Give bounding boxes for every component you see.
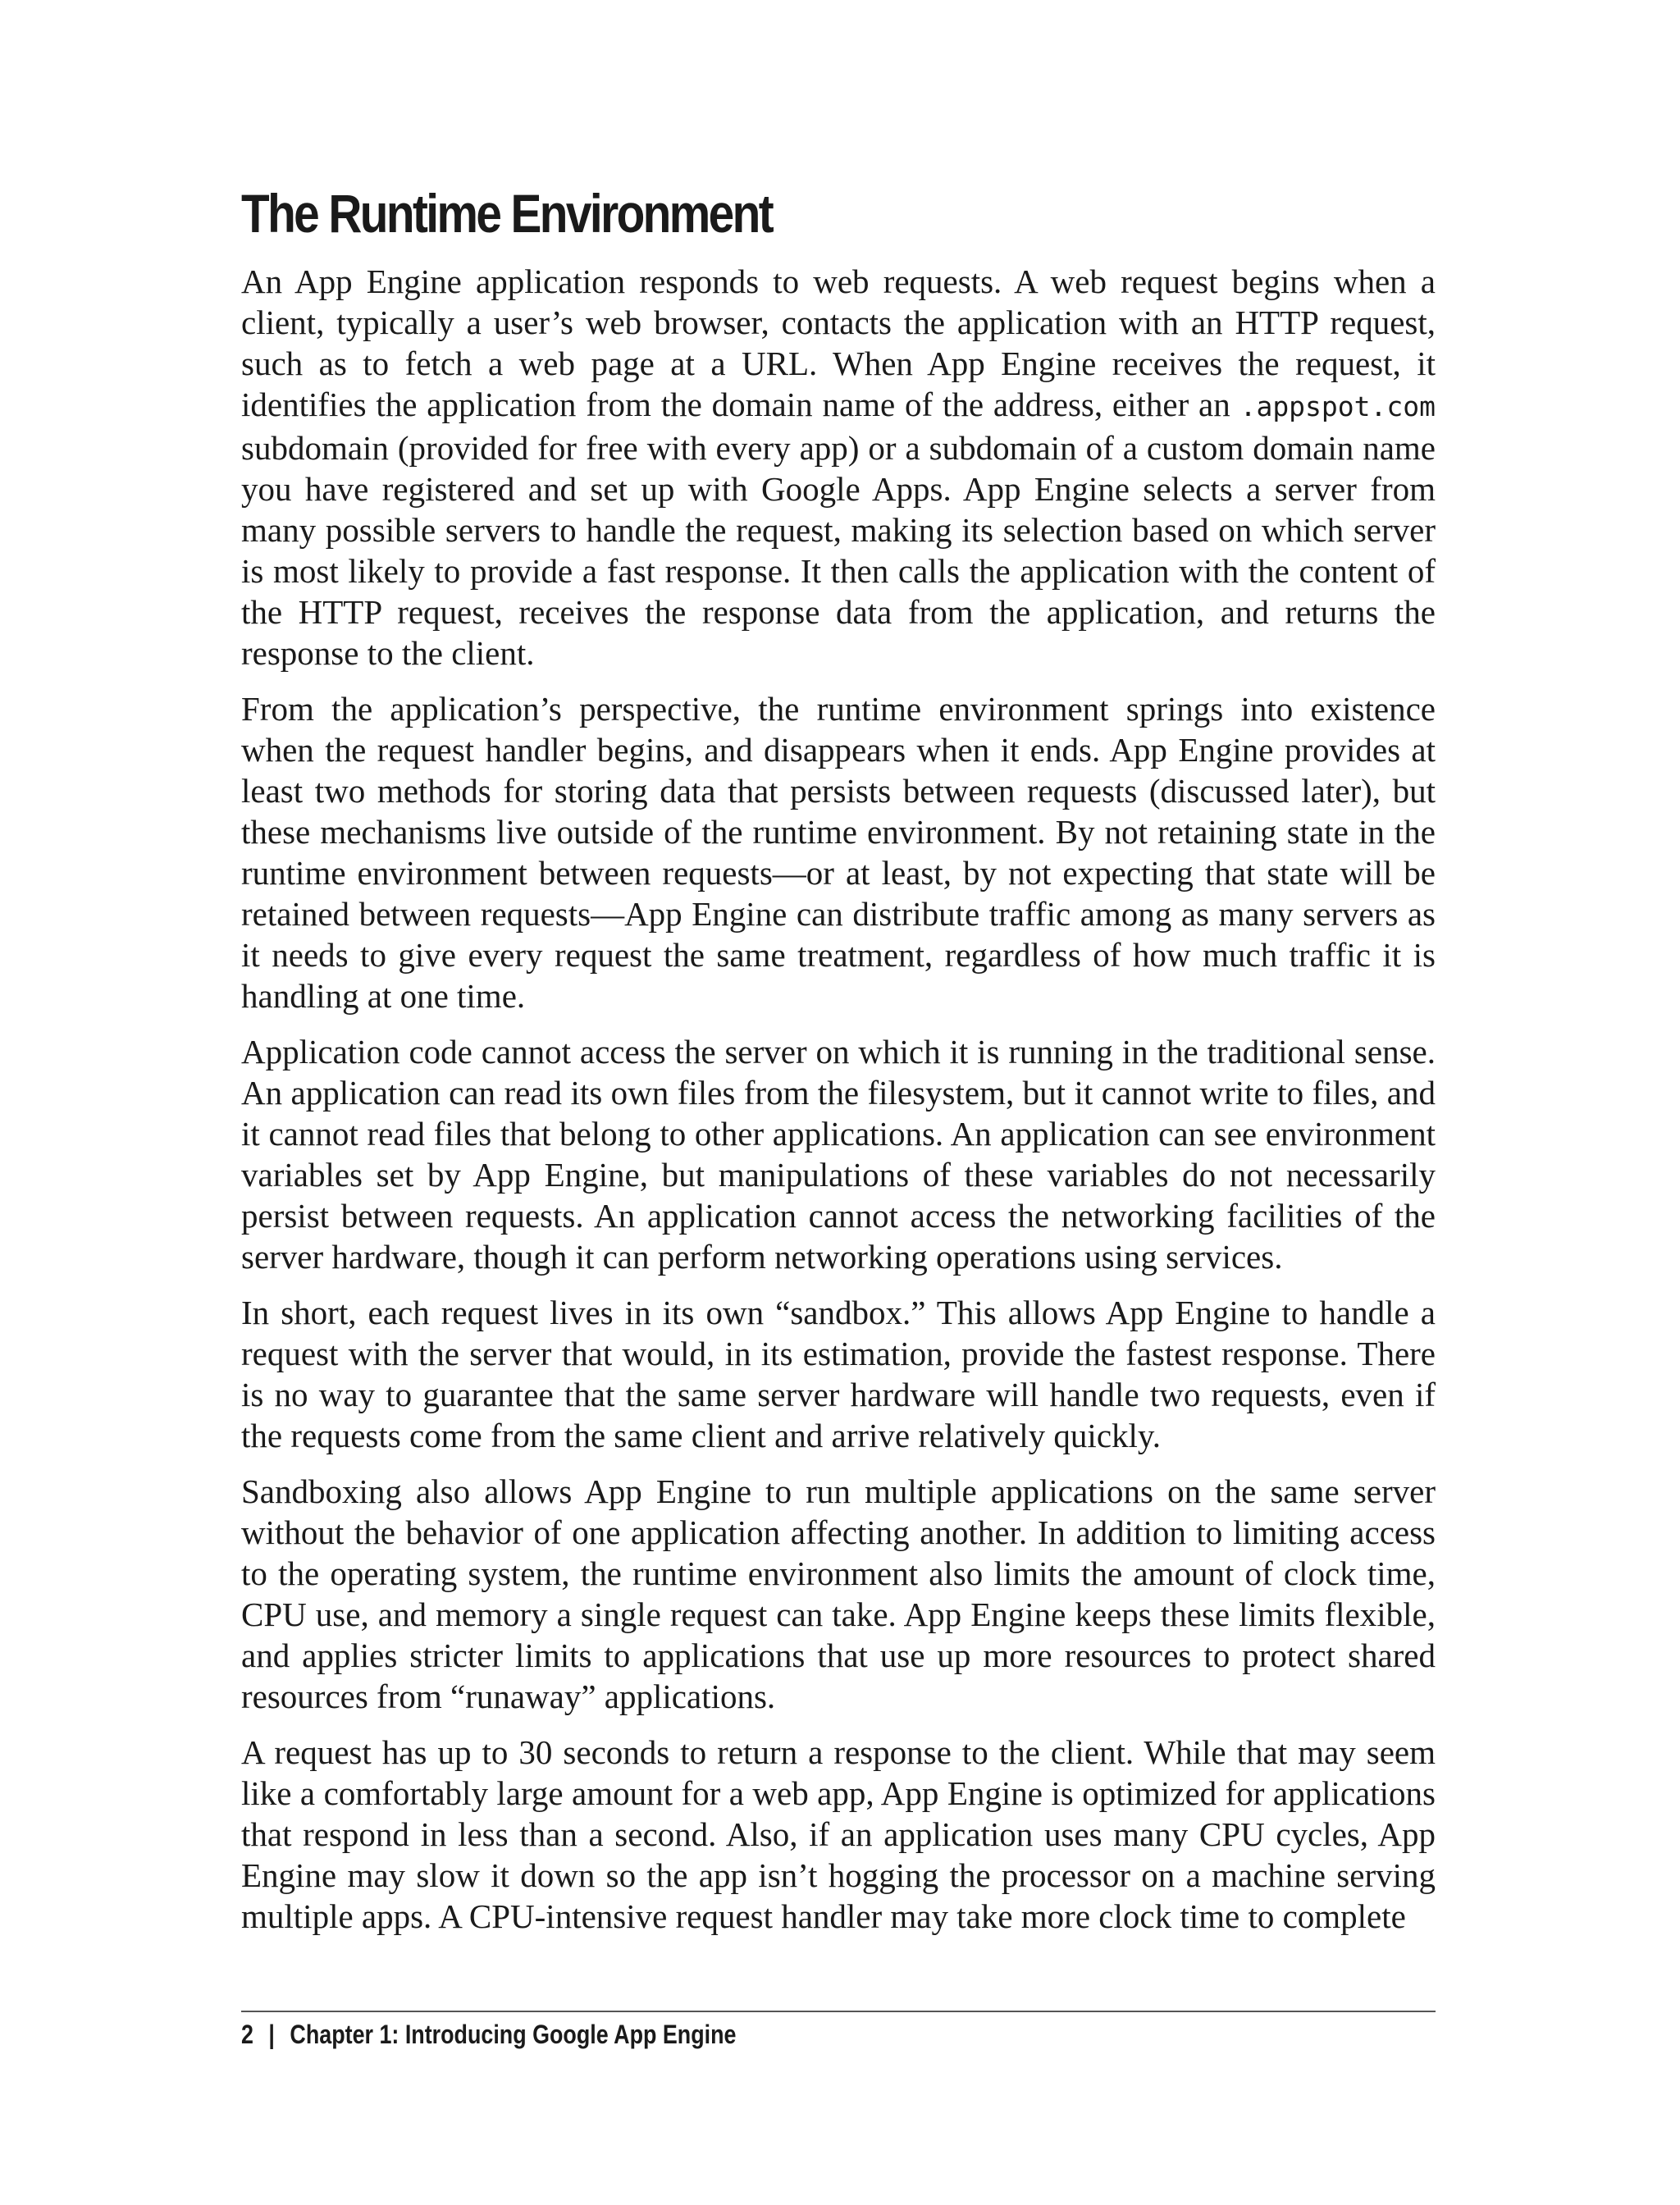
chapter-title: Chapter 1: Introducing Google App Engine bbox=[290, 2020, 737, 2049]
page-number: 2 bbox=[241, 2020, 253, 2049]
paragraph-5: Sandboxing also allows App Engine to run multiple applications on the same server without the behavior of one application affecting another. In addition to limiting access to the operating system, the runtime environment also limits the amount of clock time, CPU use, and memory a single request can take. App Engine keeps these limits flexible, and applies stricter limits to applications that use up more resources to protect shared resources from “runaway” applications. bbox=[241, 1472, 1436, 1715]
paragraph-6: A request has up to 30 seconds to return a response to the client. While that may seem like a comfortably large amount for a web app, App Engine is optimized for applications that respond in less than a second. Also, if an application uses many CPU cycles, App Engine may slow it down so the app isn’t hogging the processor on a machine serving multiple apps. A CPU-intensive request handler may take more clock time to complete bbox=[241, 1733, 1436, 1935]
footer-separator: | bbox=[268, 2020, 275, 2049]
footer-divider bbox=[241, 2011, 1436, 2012]
paragraph-1 bbox=[241, 261, 1436, 673]
section-heading: The Runtime Environment bbox=[241, 183, 773, 244]
paragraph-2: From the application’s perspective, the runtime environment springs into existence when the request handler begins, and disappears when it ends. App Engine provides at least two methods for storing data that persists between requests (discussed later), but these mechanisms live outside of the runtime environment. By not retaining state in the runtime environment between requests—or at least, by not expecting that state will be retained between requests—App Engine can distribute traffic among as many servers as it needs to give every request the same treatment, regardless of how much traffic it is handling at one time. bbox=[241, 690, 1436, 1015]
body-text bbox=[241, 261, 1436, 1952]
paragraph-4: In short, each request lives in its own “sandbox.” This allows App Engine to handle a request with the server that would, in its estimation, provide the fastest response. There is no way to guarantee that the same server hardware will handle two requests, even if the requests come from the same client and arrive relatively quickly. bbox=[241, 1294, 1436, 1454]
page-footer bbox=[241, 2020, 736, 2050]
paragraph-3: Application code cannot access the server on which it is running in the traditional sense. An application can read its own files from the filesystem, but it cannot write to files, and it cannot read files that belong to other applications. An application can see environment variables set by App Engine, but manipulations of these variables do not necessarily persist between requests. An application cannot access the networking facilities of the server hardware, though it can perform networking operations using services. bbox=[241, 1033, 1436, 1276]
paragraph-1-text-end: subdomain (provided for free with every app) or a subdomain of a custom domain name you have registered and set up with Google Apps. App Engine selects a server from many possible servers to handle the request, making its selection based on which server is most likely to provide a fast response. It then calls the application with the content of the HTTP request, receives the response data from the application, and returns the response to the client. bbox=[241, 429, 1436, 672]
paragraph-1-text-start: An App Engine application responds to web requests. A web request begins when a client, typically a user’s web browser, contacts the application with an HTTP request, such as to fetch a web page at a URL. When App Engine receives the request, it identifies the application from the domain name of the address, either an bbox=[241, 262, 1436, 423]
inline-code-appspot: .appspot.com bbox=[1239, 390, 1436, 422]
